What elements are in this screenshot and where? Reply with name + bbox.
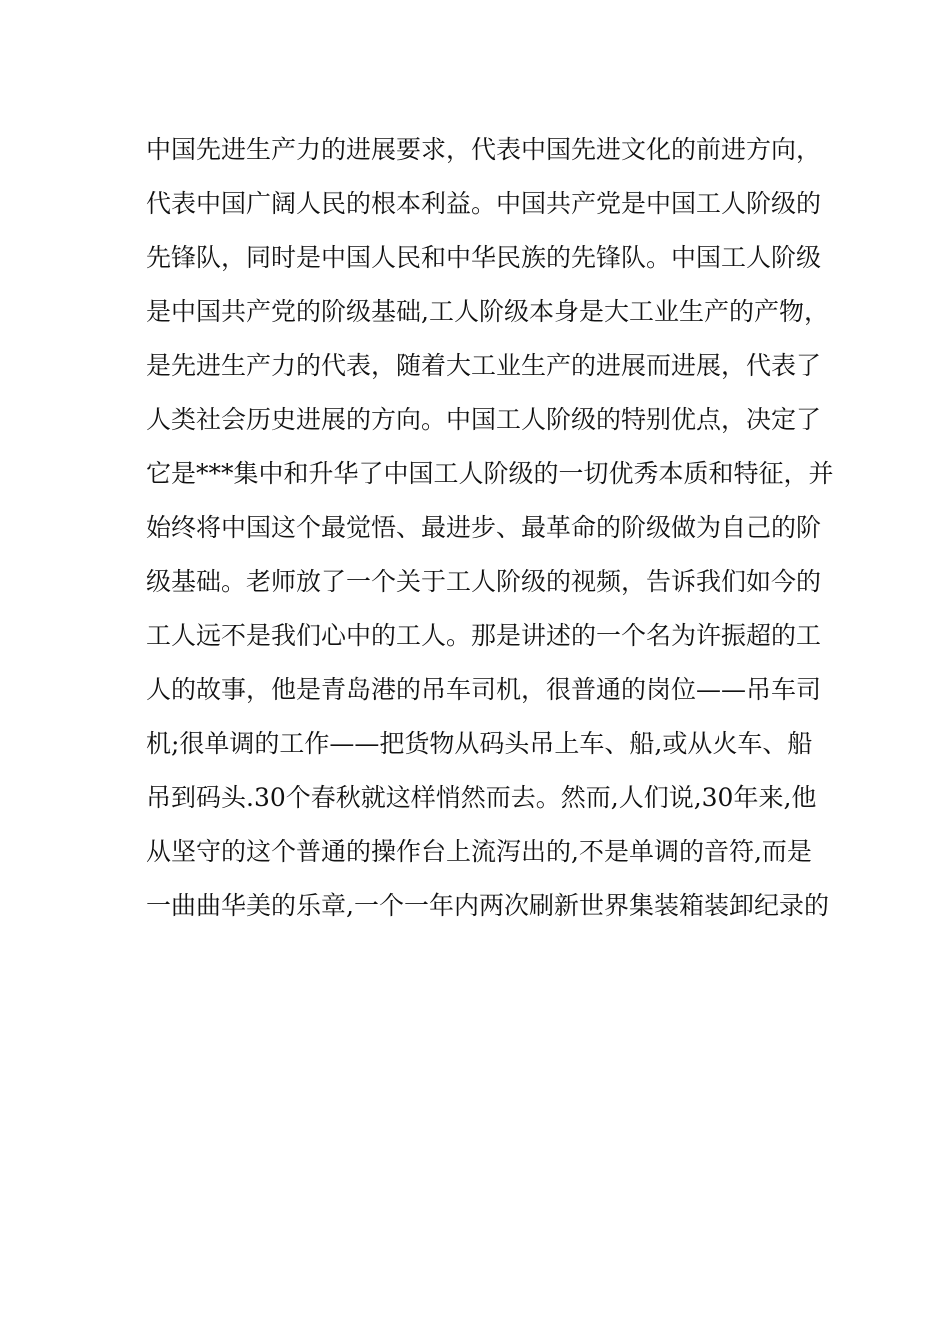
text-line-12: 机;很单调的工作——把货物从码头吊上车、船,或从火车、船 xyxy=(146,729,813,758)
text-line-9: 级基础。老师放了一个关于工人阶级的视频，告诉我们如今的 xyxy=(146,567,822,596)
text-line-2: 代表中国广阔人民的根本利益。中国共产党是中国工人阶级的 xyxy=(146,189,822,218)
text-line-11: 人的故事，他是青岛港的吊车司机，很普通的岗位——吊车司 xyxy=(146,675,822,704)
text-line-15: 一曲曲华美的乐章,一个一年内两次刷新世界集装箱装卸纪录的 xyxy=(146,891,829,920)
text-line-6: 人类社会历史进展的方向。中国工人阶级的特别优点，决定了 xyxy=(146,405,822,434)
body-text xyxy=(146,128,834,938)
text-line-14: 从坚守的这个普通的操作台上流泻出的,不是单调的音符,而是 xyxy=(146,837,812,866)
text-line-7: 它是***集中和升华了中国工人阶级的一切优秀本质和特征，并 xyxy=(146,459,834,488)
text-line-3: 先锋队，同时是中国人民和中华民族的先锋队。中国工人阶级 xyxy=(146,243,822,272)
text-line-1: 中国先进生产力的进展要求，代表中国先进文化的前进方向， xyxy=(146,135,822,164)
text-line-13: 吊到码头.30个春秋就这样悄然而去。然而,人们说,30年来,他 xyxy=(146,783,817,812)
text-line-5: 是先进生产力的代表，随着大工业生产的进展而进展，代表了 xyxy=(146,351,822,380)
text-line-8: 始终将中国这个最觉悟、最进步、最革命的阶级做为自己的阶 xyxy=(146,513,822,542)
text-line-4: 是中国共产党的阶级基础,工人阶级本身是大工业生产的产物， xyxy=(146,297,829,326)
text-line-10: 工人远不是我们心中的工人。那是讲述的一个名为许振超的工 xyxy=(146,621,822,650)
